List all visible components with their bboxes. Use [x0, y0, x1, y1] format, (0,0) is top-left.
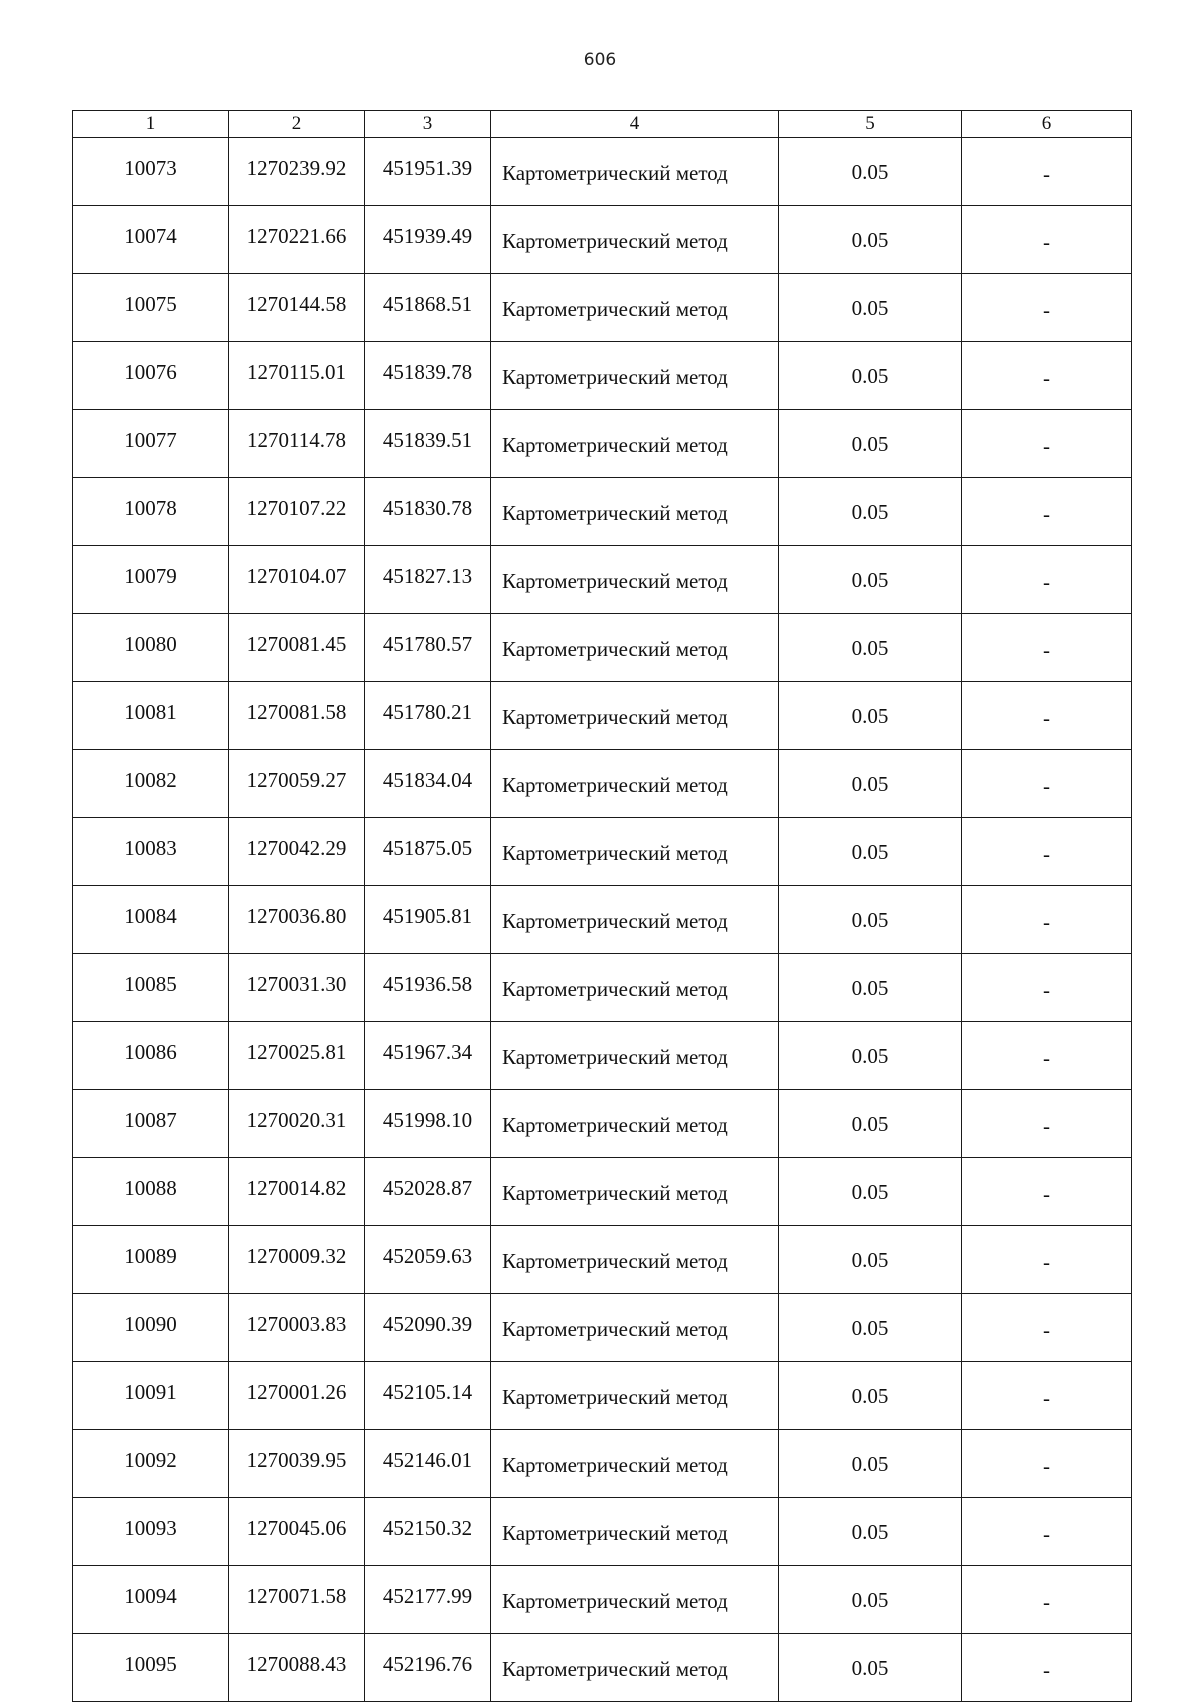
note-cell: -: [962, 206, 1132, 274]
method-cell: Картометрический метод: [491, 886, 779, 954]
table-row: [73, 1566, 1132, 1634]
table-row: [73, 954, 1132, 1022]
method-cell: Картометрический метод: [491, 1430, 779, 1498]
table-row: [73, 274, 1132, 342]
note-cell: -: [962, 1498, 1132, 1566]
y-coordinate-cell: 451780.21: [365, 682, 491, 750]
table-row: [73, 1022, 1132, 1090]
table-row: [73, 342, 1132, 410]
accuracy-cell: 0.05: [779, 1634, 962, 1702]
accuracy-cell: 0.05: [779, 614, 962, 682]
x-coordinate-cell: 1270003.83: [229, 1294, 365, 1362]
x-coordinate-cell: 1270009.32: [229, 1226, 365, 1294]
x-coordinate-cell: 1270020.31: [229, 1090, 365, 1158]
method-cell: Картометрический метод: [491, 138, 779, 206]
point-number-cell: 10075: [73, 274, 229, 342]
x-coordinate-cell: 1270114.78: [229, 410, 365, 478]
y-coordinate-cell: 451827.13: [365, 546, 491, 614]
accuracy-cell: 0.05: [779, 1362, 962, 1430]
y-coordinate-cell: 451868.51: [365, 274, 491, 342]
note-cell: -: [962, 886, 1132, 954]
table-row: [73, 410, 1132, 478]
point-number-cell: 10089: [73, 1226, 229, 1294]
point-number-cell: 10090: [73, 1294, 229, 1362]
column-header: 1: [73, 111, 229, 138]
point-number-cell: 10081: [73, 682, 229, 750]
note-cell: -: [962, 1294, 1132, 1362]
x-coordinate-cell: 1270088.43: [229, 1634, 365, 1702]
page-number: 606: [583, 50, 617, 70]
accuracy-cell: 0.05: [779, 1022, 962, 1090]
table-row: [73, 1226, 1132, 1294]
table-row: [73, 138, 1132, 206]
column-header: 3: [365, 111, 491, 138]
note-cell: -: [962, 1634, 1132, 1702]
accuracy-cell: 0.05: [779, 1294, 962, 1362]
accuracy-cell: 0.05: [779, 886, 962, 954]
note-cell: -: [962, 1566, 1132, 1634]
accuracy-cell: 0.05: [779, 546, 962, 614]
accuracy-cell: 0.05: [779, 206, 962, 274]
method-cell: Картометрический метод: [491, 1158, 779, 1226]
point-number-cell: 10080: [73, 614, 229, 682]
table-row: [73, 1362, 1132, 1430]
point-number-cell: 10077: [73, 410, 229, 478]
table-row: [73, 1090, 1132, 1158]
y-coordinate-cell: 452105.14: [365, 1362, 491, 1430]
y-coordinate-cell: 452090.39: [365, 1294, 491, 1362]
x-coordinate-cell: 1270071.58: [229, 1566, 365, 1634]
y-coordinate-cell: 451875.05: [365, 818, 491, 886]
method-cell: Картометрический метод: [491, 410, 779, 478]
note-cell: -: [962, 546, 1132, 614]
method-cell: Картометрический метод: [491, 1566, 779, 1634]
y-coordinate-cell: 451839.51: [365, 410, 491, 478]
note-cell: -: [962, 342, 1132, 410]
accuracy-cell: 0.05: [779, 1090, 962, 1158]
accuracy-cell: 0.05: [779, 682, 962, 750]
x-coordinate-cell: 1270039.95: [229, 1430, 365, 1498]
note-cell: -: [962, 478, 1132, 546]
table-body: [73, 138, 1132, 1702]
point-number-cell: 10083: [73, 818, 229, 886]
x-coordinate-cell: 1270036.80: [229, 886, 365, 954]
point-number-cell: 10086: [73, 1022, 229, 1090]
table-row: [73, 1158, 1132, 1226]
method-cell: Картометрический метод: [491, 546, 779, 614]
table-row: [73, 1430, 1132, 1498]
accuracy-cell: 0.05: [779, 274, 962, 342]
y-coordinate-cell: 451998.10: [365, 1090, 491, 1158]
accuracy-cell: 0.05: [779, 1226, 962, 1294]
table-row: [73, 750, 1132, 818]
x-coordinate-cell: 1270042.29: [229, 818, 365, 886]
y-coordinate-cell: 451951.39: [365, 138, 491, 206]
point-number-cell: 10095: [73, 1634, 229, 1702]
x-coordinate-cell: 1270239.92: [229, 138, 365, 206]
method-cell: Картометрический метод: [491, 954, 779, 1022]
y-coordinate-cell: 451830.78: [365, 478, 491, 546]
y-coordinate-cell: 451839.78: [365, 342, 491, 410]
method-cell: Картометрический метод: [491, 682, 779, 750]
note-cell: -: [962, 682, 1132, 750]
table-row: [73, 682, 1132, 750]
y-coordinate-cell: 452196.76: [365, 1634, 491, 1702]
y-coordinate-cell: 452028.87: [365, 1158, 491, 1226]
point-number-cell: 10091: [73, 1362, 229, 1430]
note-cell: -: [962, 1362, 1132, 1430]
method-cell: Картометрический метод: [491, 1022, 779, 1090]
point-number-cell: 10076: [73, 342, 229, 410]
note-cell: -: [962, 954, 1132, 1022]
point-number-cell: 10079: [73, 546, 229, 614]
point-number-cell: 10092: [73, 1430, 229, 1498]
method-cell: Картометрический метод: [491, 1498, 779, 1566]
note-cell: -: [962, 1022, 1132, 1090]
coordinates-table: [72, 110, 1132, 1702]
y-coordinate-cell: 452146.01: [365, 1430, 491, 1498]
point-number-cell: 10078: [73, 478, 229, 546]
x-coordinate-cell: 1270107.22: [229, 478, 365, 546]
accuracy-cell: 0.05: [779, 1566, 962, 1634]
note-cell: -: [962, 750, 1132, 818]
method-cell: Картометрический метод: [491, 1226, 779, 1294]
column-header: 5: [779, 111, 962, 138]
note-cell: -: [962, 818, 1132, 886]
point-number-cell: 10073: [73, 138, 229, 206]
method-cell: Картометрический метод: [491, 206, 779, 274]
accuracy-cell: 0.05: [779, 478, 962, 546]
table-row: [73, 206, 1132, 274]
accuracy-cell: 0.05: [779, 138, 962, 206]
point-number-cell: 10084: [73, 886, 229, 954]
y-coordinate-cell: 451936.58: [365, 954, 491, 1022]
accuracy-cell: 0.05: [779, 1158, 962, 1226]
x-coordinate-cell: 1270025.81: [229, 1022, 365, 1090]
note-cell: -: [962, 1430, 1132, 1498]
point-number-cell: 10074: [73, 206, 229, 274]
point-number-cell: 10094: [73, 1566, 229, 1634]
table-row: [73, 546, 1132, 614]
accuracy-cell: 0.05: [779, 954, 962, 1022]
table-row: [73, 478, 1132, 546]
x-coordinate-cell: 1270221.66: [229, 206, 365, 274]
x-coordinate-cell: 1270014.82: [229, 1158, 365, 1226]
method-cell: Картометрический метод: [491, 1362, 779, 1430]
accuracy-cell: 0.05: [779, 1430, 962, 1498]
method-cell: Картометрический метод: [491, 1634, 779, 1702]
header-row: [73, 111, 1132, 138]
note-cell: -: [962, 274, 1132, 342]
method-cell: Картометрический метод: [491, 342, 779, 410]
y-coordinate-cell: 451905.81: [365, 886, 491, 954]
point-number-cell: 10088: [73, 1158, 229, 1226]
method-cell: Картометрический метод: [491, 1090, 779, 1158]
table-row: [73, 818, 1132, 886]
x-coordinate-cell: 1270001.26: [229, 1362, 365, 1430]
x-coordinate-cell: 1270059.27: [229, 750, 365, 818]
note-cell: -: [962, 1090, 1132, 1158]
x-coordinate-cell: 1270045.06: [229, 1498, 365, 1566]
y-coordinate-cell: 451834.04: [365, 750, 491, 818]
point-number-cell: 10087: [73, 1090, 229, 1158]
method-cell: Картометрический метод: [491, 750, 779, 818]
y-coordinate-cell: 452177.99: [365, 1566, 491, 1634]
note-cell: -: [962, 1226, 1132, 1294]
table-row: [73, 1634, 1132, 1702]
accuracy-cell: 0.05: [779, 342, 962, 410]
table-row: [73, 614, 1132, 682]
column-header: 2: [229, 111, 365, 138]
y-coordinate-cell: 451967.34: [365, 1022, 491, 1090]
accuracy-cell: 0.05: [779, 818, 962, 886]
table-row: [73, 1498, 1132, 1566]
y-coordinate-cell: 451939.49: [365, 206, 491, 274]
note-cell: -: [962, 1158, 1132, 1226]
method-cell: Картометрический метод: [491, 818, 779, 886]
x-coordinate-cell: 1270115.01: [229, 342, 365, 410]
table-row: [73, 1294, 1132, 1362]
y-coordinate-cell: 452150.32: [365, 1498, 491, 1566]
accuracy-cell: 0.05: [779, 750, 962, 818]
note-cell: -: [962, 410, 1132, 478]
y-coordinate-cell: 452059.63: [365, 1226, 491, 1294]
note-cell: -: [962, 138, 1132, 206]
x-coordinate-cell: 1270081.58: [229, 682, 365, 750]
x-coordinate-cell: 1270031.30: [229, 954, 365, 1022]
accuracy-cell: 0.05: [779, 410, 962, 478]
method-cell: Картометрический метод: [491, 614, 779, 682]
point-number-cell: 10082: [73, 750, 229, 818]
method-cell: Картометрический метод: [491, 478, 779, 546]
point-number-cell: 10085: [73, 954, 229, 1022]
column-header: 4: [491, 111, 779, 138]
table-row: [73, 886, 1132, 954]
method-cell: Картометрический метод: [491, 274, 779, 342]
y-coordinate-cell: 451780.57: [365, 614, 491, 682]
method-cell: Картометрический метод: [491, 1294, 779, 1362]
x-coordinate-cell: 1270144.58: [229, 274, 365, 342]
note-cell: -: [962, 614, 1132, 682]
point-number-cell: 10093: [73, 1498, 229, 1566]
x-coordinate-cell: 1270081.45: [229, 614, 365, 682]
accuracy-cell: 0.05: [779, 1498, 962, 1566]
x-coordinate-cell: 1270104.07: [229, 546, 365, 614]
column-header: 6: [962, 111, 1132, 138]
